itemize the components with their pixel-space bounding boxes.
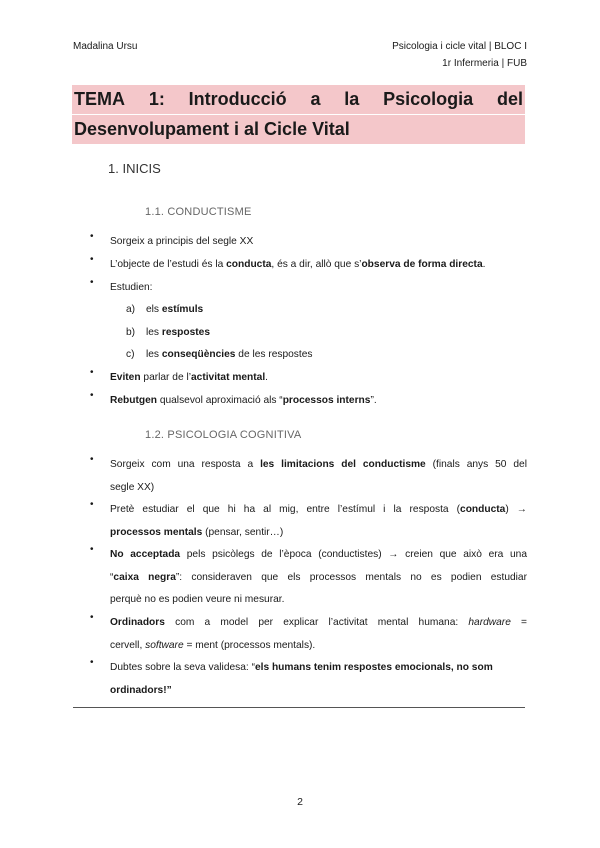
subsection-heading-conductisme: 1.1. CONDUCTISME (145, 206, 252, 218)
title-word: del (496, 89, 523, 109)
item-text: pels psicòlegs de l’època (conductistes) → creien que això era una (180, 549, 527, 560)
item-text: qualsevol aproximació als “ (156, 395, 283, 406)
item-line (110, 477, 527, 500)
item-line (110, 454, 527, 477)
section-divider (73, 707, 525, 708)
item-bold: estímuls (161, 304, 204, 315)
item-text: les (146, 327, 162, 338)
item-text: de les respostes (235, 349, 313, 360)
bullet-icon: • (90, 277, 94, 288)
list-item (110, 390, 527, 413)
item-text: els (146, 304, 162, 315)
title-word: 1: (148, 89, 165, 109)
list-item (110, 254, 527, 277)
title-word: Introducció (188, 89, 287, 109)
item-bold: conseqüències (161, 349, 236, 360)
list-item (110, 454, 527, 499)
sub-list-item-a (126, 299, 203, 322)
sub-item-letter: a) (126, 304, 136, 315)
sub-item-letter: b) (126, 327, 136, 338)
item-line (110, 567, 527, 590)
item-italic: software (145, 639, 184, 651)
header-course-line2: 1r Infermeria | FUB (442, 58, 527, 69)
list-item (110, 544, 527, 612)
item-text: Sorgeix a principis del segle XX (110, 236, 254, 247)
item-text: ”. (370, 395, 377, 406)
title-word: TEMA (74, 89, 125, 109)
item-bold: No acceptada (110, 549, 181, 560)
list-item (110, 657, 527, 702)
item-italic: hardware (468, 617, 511, 628)
item-bold: observa de forma directa (361, 259, 483, 270)
list-item (110, 612, 527, 657)
item-text: Dubtes sobre la seva validesa: “ (110, 662, 255, 673)
bullet-icon: • (90, 544, 94, 555)
bullet-icon: • (90, 612, 94, 623)
title-word: Psicologia (383, 89, 474, 109)
item-line (110, 589, 527, 612)
item-text: cervell, (110, 639, 146, 651)
item-bold: conducta (460, 504, 506, 515)
item-text: perquè no es podien veure ni mesurar. (110, 594, 285, 605)
item-text: parlar de l’ (140, 372, 191, 383)
item-text: ”: consideraven que els processos mentals no es podien estudiar (175, 571, 527, 583)
header-course-line1: Psicologia i cicle vital | BLOC I (392, 41, 527, 52)
item-line (110, 544, 527, 567)
title-word: la (344, 89, 360, 109)
page-number: 2 (297, 796, 303, 808)
item-bold: ordinadors!” (110, 684, 172, 696)
item-bold: Rebutgen (110, 395, 157, 406)
item-text: Estudien: (110, 282, 153, 293)
item-text: Sorgeix com una resposta a (110, 459, 261, 470)
bullet-icon: • (90, 254, 94, 265)
item-text: (pensar, sentir…) (202, 526, 284, 538)
item-text: com a model per explicar l’activitat mental humana: (164, 617, 469, 628)
title-line-1 (72, 85, 525, 114)
item-text: segle XX) (110, 481, 155, 493)
item-bold: les limitacions del conductisme (260, 459, 426, 470)
list-item (110, 499, 527, 544)
item-text: . (265, 372, 268, 383)
item-line (110, 635, 527, 658)
list-item (110, 277, 527, 300)
item-bold: Ordinadors (110, 617, 165, 628)
item-line (110, 657, 527, 680)
item-bold: els humans tenim respostes emocionals, no som (254, 662, 493, 673)
item-line (110, 612, 527, 635)
title-line-2: Desenvolupament i al Cicle Vital (72, 115, 525, 144)
sub-list-item-c (126, 344, 312, 367)
header-course (392, 38, 527, 72)
title-word: a (310, 89, 321, 109)
header-author: Madalina Ursu (73, 41, 138, 52)
sub-item-letter: c) (126, 349, 135, 360)
item-bold: Eviten (110, 372, 141, 383)
item-text: L’objecte de l’estudi és la (110, 259, 227, 270)
page-title (72, 85, 525, 144)
bullet-icon: • (90, 657, 94, 668)
item-text: = (510, 617, 528, 628)
list-item (110, 367, 527, 390)
item-text: ) → (505, 504, 527, 515)
item-bold: respostes (161, 327, 210, 338)
item-bold: conducta (226, 259, 272, 270)
item-text: Pretè estudiar el que hi ha al mig, entre l’estímul i la resposta ( (110, 504, 461, 515)
bullet-icon: • (90, 367, 94, 378)
item-text: “ (110, 571, 114, 583)
section-heading-inicis: 1. INICIS (108, 161, 161, 176)
sub-list-item-b (126, 322, 210, 345)
item-text: , és a dir, allò que s’ (271, 259, 362, 270)
item-text: (finals anys 50 del (425, 459, 527, 470)
item-text: les (146, 349, 162, 360)
item-bold: caixa negra (113, 571, 176, 583)
list-item (110, 231, 527, 254)
item-line (110, 499, 527, 522)
item-text: = ment (processos mentals). (183, 639, 316, 651)
bullet-icon: • (90, 231, 94, 242)
bullet-icon: • (90, 390, 94, 401)
item-bold: processos mentals (110, 526, 203, 538)
bullet-icon: • (90, 454, 94, 465)
bullet-icon: • (90, 499, 94, 510)
item-line (110, 522, 527, 545)
item-text: . (482, 259, 486, 270)
item-bold: processos interns (282, 395, 371, 406)
subsection-heading-psicologia-cognitiva: 1.2. PSICOLOGIA COGNITIVA (145, 429, 302, 441)
item-line (110, 680, 527, 703)
item-bold: activitat mental (190, 372, 266, 383)
